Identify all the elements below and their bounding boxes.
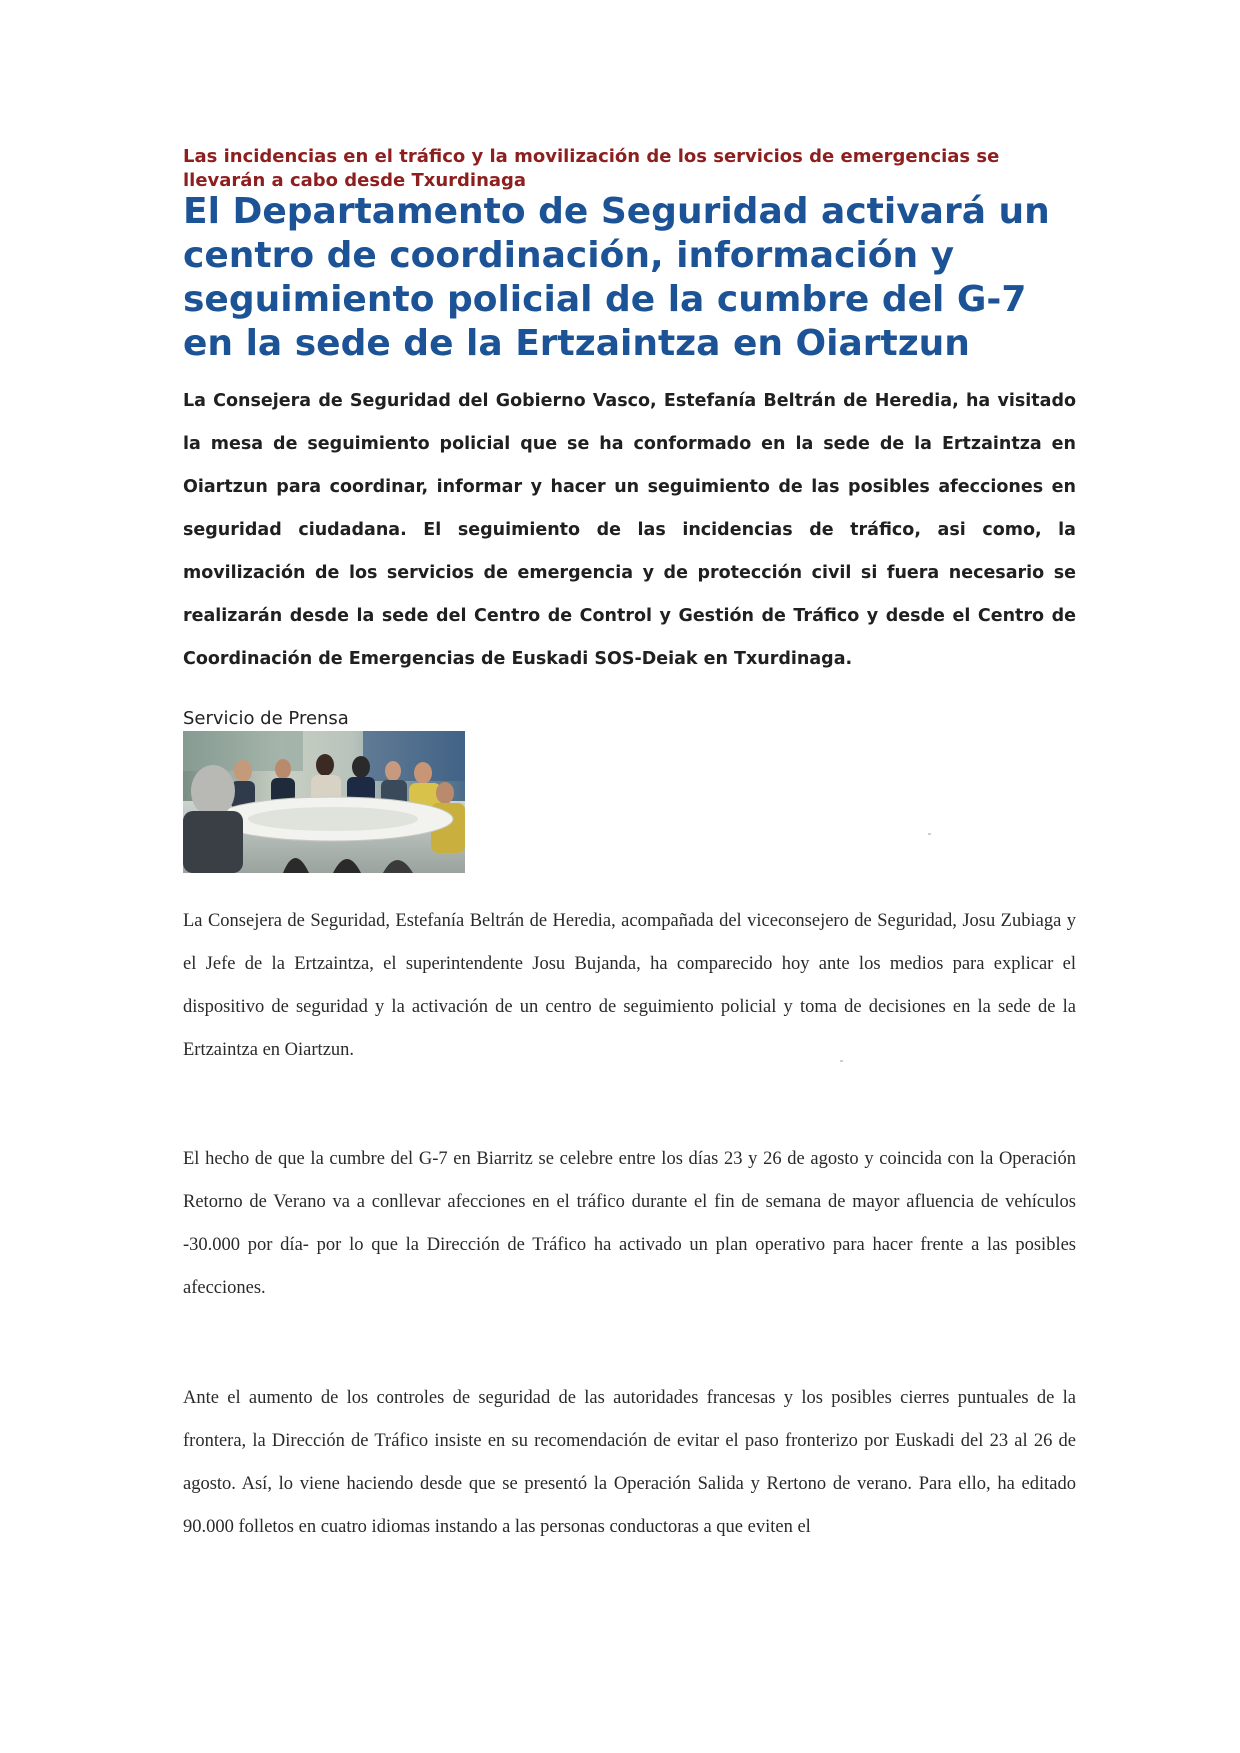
article-paragraph: Ante el aumento de los controles de seguridad de las autoridades francesas y los posibles cierres puntuales de la frontera, la Dirección de Tráfico insiste en su recomendación de evitar el paso fronterizo por Euskadi del 23 al 26 de agosto. Así, lo viene haciendo desde que se presentó la Operación Salida y Rertono de verano. Para ello, ha editado 90.000 folletos en cuatro idiomas instando a las personas conductoras a que eviten el: [183, 1388, 1076, 1537]
article-lead: La Consejera de Seguridad del Gobierno Vasco, Estefanía Beltrán de Heredia, ha visitado la mesa de seguimiento policial que se ha conformado en la sede de la Ertzaintza en Oiartzun para coordinar, informar y hacer un seguimiento de las posibles afecciones en seguridad ciudadana. El seguimiento de las incidencias de tráfico, asi como, la movilización de los servicios de emergencia y de protección civil si fuera necesario se realizarán desde la sede del Centro de Control y Gestión de Tráfico y desde el Centro de Coordinación de Emergencias de Euskadi SOS-Deiak en Txurdinaga.: [183, 391, 1076, 669]
meeting-photo: [183, 731, 465, 873]
meeting-photo-icon: [183, 731, 465, 873]
article-kicker: Las incidencias en el tráfico y la movilización de los servicios de emergencias se llevarán a cabo desde Txurdinaga: [183, 146, 1000, 191]
article-headline: El Departamento de Seguridad activará un centro de coordinación, información y seguimiento policial de la cumbre del G-7 en la sede de la Ertzaintza en Oiartzun: [183, 191, 1050, 364]
article-paragraph: El hecho de que la cumbre del G-7 en Biarritz se celebre entre los días 23 y 26 de agosto y coincida con la Operación Retorno de Verano va a conllevar afecciones en el tráfico durante el fin de semana de mayor afluencia de vehículos -30.000 por día- por lo que la Dirección de Tráfico ha activado un plan operativo para hacer frente a las posibles afecciones.: [183, 1149, 1076, 1298]
scan-speck: [928, 833, 931, 835]
article-paragraph: La Consejera de Seguridad, Estefanía Beltrán de Heredia, acompañada del viceconsejero de Seguridad, Josu Zubiaga y el Jefe de la Ertzaintza, el superintendente Josu Bujanda, ha comparecido hoy ante los medios para explicar el dispositivo de seguridad y la activación de un centro de seguimiento policial y toma de decisiones en la sede de la Ertzaintza en Oiartzun.: [183, 911, 1076, 1060]
scan-speck: [840, 1060, 843, 1062]
article-byline: Servicio de Prensa: [183, 708, 349, 729]
